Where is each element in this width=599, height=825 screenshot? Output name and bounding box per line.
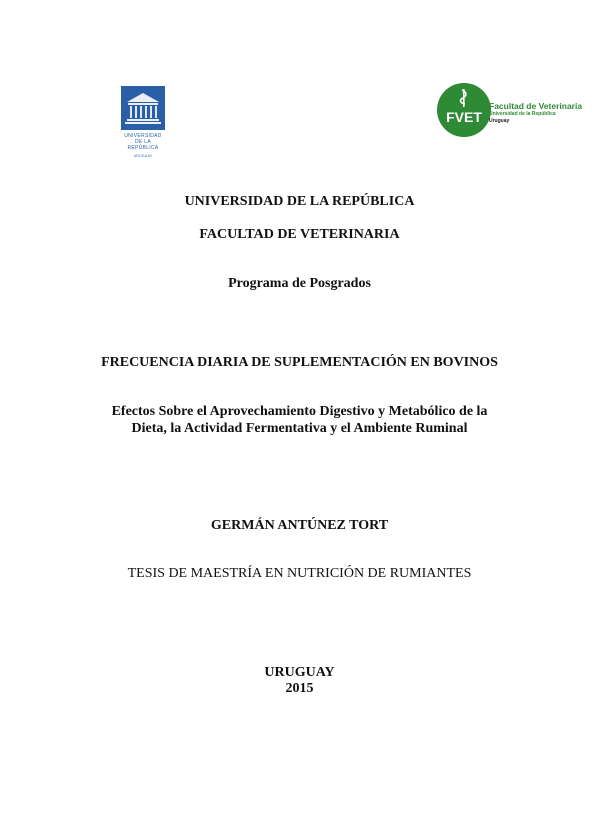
degree-name: TESIS DE MAESTRÍA EN NUTRICIÓN DE RUMIANTES xyxy=(127,566,472,581)
author-name: GERMÁN ANTÚNEZ TORT xyxy=(210,518,389,533)
fvet-wordmark xyxy=(489,101,585,124)
country-name: URUGUAY xyxy=(264,665,335,680)
thesis-subtitle-line2: Dieta, la Actividad Fermentativa y el Ambiente Ruminal xyxy=(131,421,468,436)
thesis-subtitle-line1: Efectos Sobre el Aprovechamiento Digestivo y Metabólico de la xyxy=(111,404,488,419)
university-name: UNIVERSIDAD DE LA REPÚBLICA xyxy=(184,194,415,209)
fvet-name: Facultad de Veterinaria xyxy=(489,101,583,111)
udelar-line3: URUGUAY xyxy=(133,154,153,158)
udelar-line2: DE LA REPÚBLICA xyxy=(127,139,159,151)
fvet-badge-icon xyxy=(436,82,492,138)
thesis-title: FRECUENCIA DIARIA DE SUPLEMENTACIÓN EN BOVINOS xyxy=(101,355,498,370)
udelar-logo xyxy=(119,86,167,158)
faculty-name: FACULTAD DE VETERINARIA xyxy=(199,227,400,242)
program-name: Programa de Posgrados xyxy=(228,276,371,291)
udelar-line1: UNIVERSIDAD xyxy=(124,133,162,139)
fvet-badge-text: FVET xyxy=(446,109,482,125)
thesis-subtitle xyxy=(0,403,599,437)
fvet-country: Uruguay xyxy=(489,117,510,124)
year: 2015 xyxy=(285,681,314,696)
fvet-logo xyxy=(436,82,584,142)
udelar-wordmark xyxy=(119,133,167,159)
udelar-building-icon xyxy=(121,86,165,130)
fvet-university: Universidad de la República xyxy=(489,111,556,117)
